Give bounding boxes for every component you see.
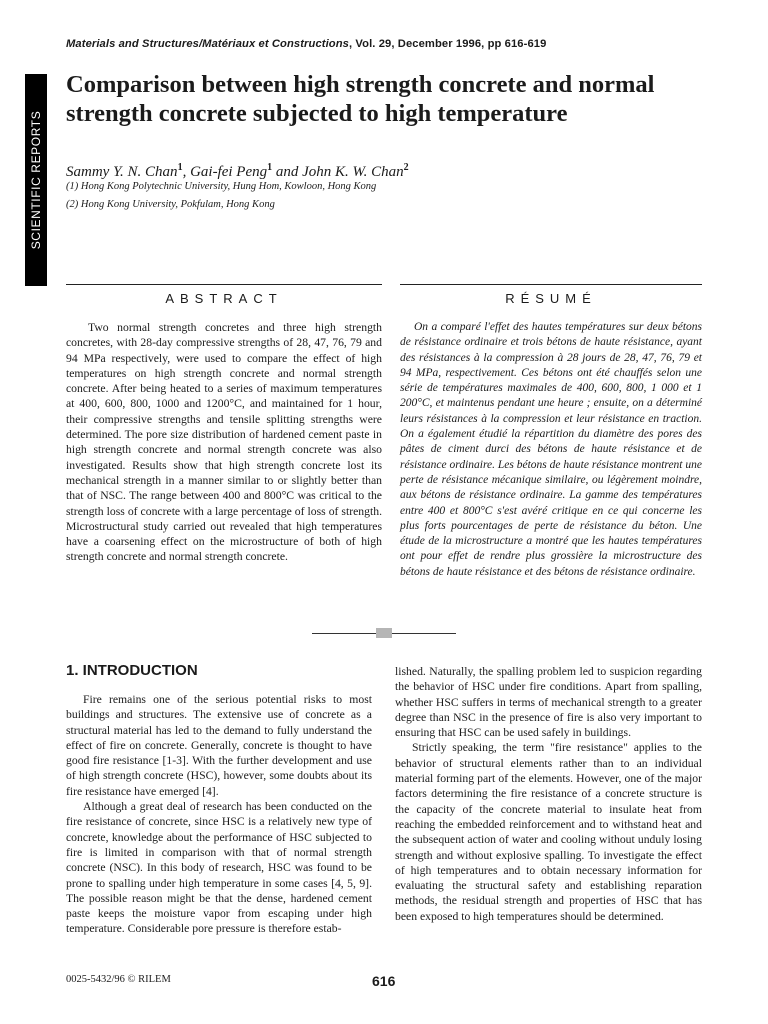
author-separator: and — [272, 164, 303, 180]
abstract-rule — [66, 284, 382, 285]
author-separator: , — [182, 164, 191, 180]
divider-line-right — [392, 633, 456, 634]
side-tab-label: SCIENTIFIC REPORTS — [29, 110, 43, 250]
author-affiliation-mark: 2 — [403, 162, 409, 173]
author-name: John K. W. Chan — [302, 164, 404, 180]
author-name: Gai-fei Peng — [190, 164, 268, 180]
introduction-column-right — [395, 664, 702, 924]
affiliation-1: (1) Hong Kong Polytechnic University, Hung Hom, Kowloon, Hong Kong — [66, 181, 377, 192]
abstract-heading: ABSTRACT — [165, 291, 283, 306]
journal-name: Materials and Structures/Matériaux et Constructions — [66, 38, 349, 50]
introduction-column-left — [66, 692, 372, 937]
article-title: Comparison between high strength concrete and normal strength concrete subjected to high temperature — [66, 71, 655, 127]
affiliation-2: (2) Hong Kong University, Pokfulam, Hong Kong — [66, 199, 275, 210]
section-side-tab — [25, 74, 47, 286]
issn-copyright: 0025-5432/96 © RILEM — [66, 974, 171, 985]
body-paragraph: Although a great deal of research has been conducted on the fire resistance of concrete, since HSC is a relatively new type of concrete, knowledge about the performance of HSC subjected to fire is limited in comparison with that of normal strength concrete (NSC). In this body of research, HSC was found to be prone to spalling under high temperature in some cases [4, 5, 9]. The possible reason might be that the dense, hardened cement paste keeps the moisture vapor from escaping under high temperature. Considerable pore pressure is therefore estab- — [66, 800, 372, 936]
author-affiliation-mark: 1 — [177, 162, 183, 173]
body-paragraph: Strictly speaking, the term "fire resistance" applies to the behavior of structural elements rather than to an individual material forming part of the elements. However, one of the major factors determining the fire resistance of a concrete structure is the capacity of the concrete material to insulate heat from reaching the embedded reinforcement and to withstand heat and the subsequent action of water and cooling without unduly losing strength and without explosive spalling. To investigate the effect of high temperatures and to obtain necessary information for evaluating the structural safety and establishing reparation methods, the residual strength and properties of HSC that has been exposed to high temperatures should be determined. — [395, 741, 702, 923]
author-list — [66, 162, 409, 181]
section-divider-ornament — [312, 625, 456, 641]
body-paragraph-continued: lished. Naturally, the spalling problem led to suspicion regarding the behavior of HSC under fire conditions. Apart from spalling, whether HSC suffers in terms of mechanical strength to a greater degree than NSC in the presence of fire is also very important to ensuring that HSC can be used safely in buildings. — [395, 665, 702, 740]
resume-heading: RÉSUMÉ — [505, 291, 597, 306]
journal-volume-info: , Vol. 29, December 1996, pp 616-619 — [349, 38, 547, 50]
resume-rule — [400, 284, 702, 285]
divider-emblem — [376, 628, 392, 638]
divider-line-left — [312, 633, 376, 634]
introduction-heading: 1. INTRODUCTION — [66, 662, 198, 679]
abstract-text: Two normal strength concretes and three high strength concretes, with 28-day compressive strengths of 28, 47, 76, 79 and 94 MPa respectively, were used to compare the effect of high temperatures on high strength concrete and normal strength concrete. After being heated to a series of maximum temperatures at 400, 600, 800, 1000 and 1200°C, and maintained for 1 hour, their compressive strengths and tensile splitting strengths were determined. The pore size distribution of hardened cement paste in high strength concrete and normal strength concrete was also investigated. Results show that high strength concrete lost its mechanical strength in a manner similar to or slightly better than that of NSC. The range between 400 and 800°C was critical to the strength loss of concrete with a large percentage of loss of strength. Microstructural study carried out revealed that high temperatures have a coarsening effect on the microstructure of both of high strength concrete and normal strength concrete. — [66, 321, 382, 564]
body-paragraph: Fire remains one of the serious potential risks to most buildings and structures. The extensive use of concrete as a structural material has led to the demand to fully understand the effect of fire on concrete. Generally, concrete is thought to have good fire resistance [1-3]. With the further development and use of high strength concrete (HSC), however, some doubts about its fire resistance have emerged [4]. — [66, 693, 372, 798]
author-name: Sammy Y. N. Chan — [66, 164, 178, 180]
author-affiliation-mark: 1 — [267, 162, 273, 173]
resume-text: On a comparé l'effet des hautes températures sur deux bétons de résistance ordinaire et trois bétons de haute résistance, ayant des résistances à la compression à 28 jours de 28, 47, 76, 79 et 94 MPa, respectivement. Ces bétons ont été chauffés selon une série de températures maximales de 400, 600, 800, 1 000 et 1 200°C, et maintenus pendant une heure ; ensuite, on a déterminé leurs résistances à la compression et leur résistance en traction. On a également étudié la répartition du diamètre des pores des pâtes de ciment durci des bétons de haute résistance et de résistance ordinaire. Les bétons de haute résistance montrent une perte de résistance mécanique similaire, ou légèrement moindre, aux bétons de résistance ordinaire. La gamme des températures entre 400 et 800°C s'est avéré critique en ce qui concerne les plus forts pourcentages de perte de résistance du béton. Une étude de la microstructure a montré que les hautes températures ont pour effet de rendre plus grossière la microstructure des bétons de haute résistance et des bétons de résistance ordinaire. — [400, 321, 702, 578]
page-number: 616 — [372, 973, 396, 989]
journal-citation — [66, 38, 546, 50]
